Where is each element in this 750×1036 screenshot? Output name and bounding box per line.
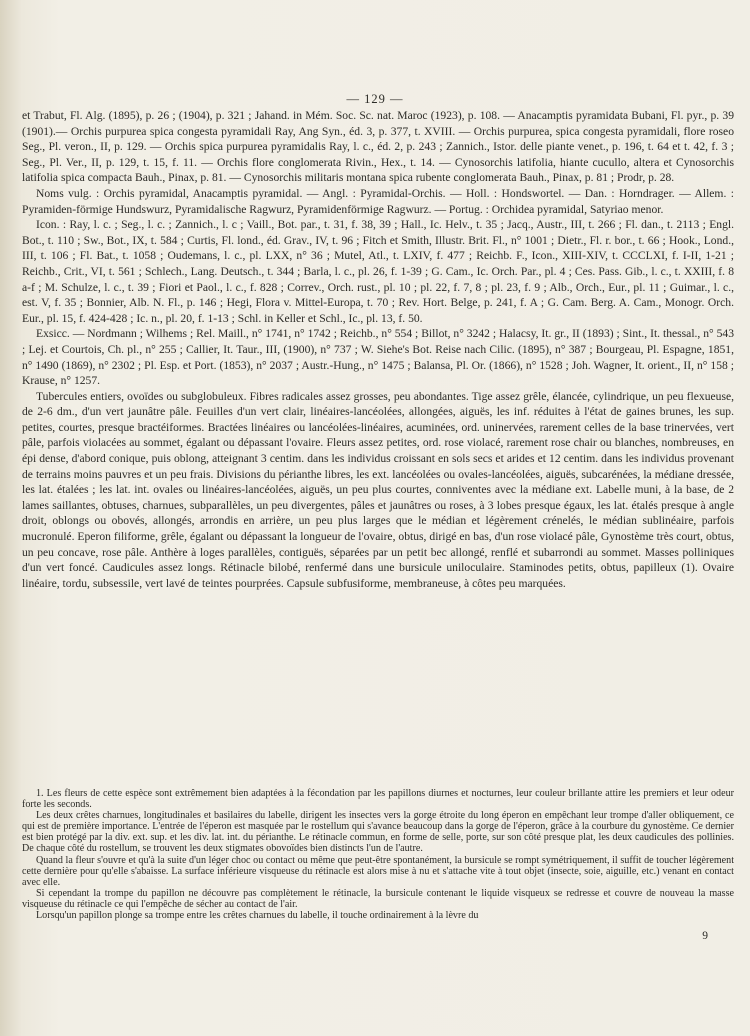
vernacular-names-paragraph: Noms vulg. : Orchis pyramidal, Anacamptis pyramidal. — Angl. : Pyramidal-Orchis. — Holl. : Hondswortel. — Dan. : Horndrager. — Allem. : Pyramiden-förmige Hundswurz, Pyramidalische Ragwurz, Pyramidenförmige Ragwurz. — Portug. : Orchidea pyramidal, Satyriao menor. [22, 186, 734, 216]
synonymy-paragraph: et Trabut, Fl. Alg. (1895), p. 26 ; (1904), p. 321 ; Jahand. in Mém. Soc. Sc. nat. Maroc (1923), p. 108. — Anacamptis pyramidata Bubani, Fl. pyr., p. 39 (1901).— Orchis purpurea spica congesta pyramidali Ray, Ang Syn., éd. 3, p. 377, t. XVIII. — Orchis purpurea, spica congesta pyramidali, flore roseo Seg., Pl. veron., II, p. 129. — Orchis spica purpurea pyramidalis Ray, l. c., éd. 2, p. 243 ; Zannich., Istor. delle piante venet., p. 196, t. 64 et t. 42, f. 3 ; Seg., Pl. Ver., II, p. 129, t. 15, f. 11. — Orchis flore conglomerata Rivin., Hex., t. 14. — Cynosorchis latifolia, hiante cucullo, altera et Cynosorchis latifolia spica compacta Bauh., Pinax, p. 81. — Cynosorchis militaris montana spica rubente conglomerata Bauh., Pinax, p. 81 ; Prodr, p. 28. [22, 109, 734, 185]
main-text [22, 108, 734, 591]
signature-mark: 9 [702, 930, 708, 942]
footnote-paragraph: Lorsqu'un papillon plonge sa trompe entre les crêtes charnues du labelle, il touche ordinairement à la lèvre du [36, 910, 479, 922]
footnote-paragraph: Les deux crêtes charnues, longitudinales et basilaires du labelle, dirigent les insectes vers la gorge étroite du long éperon en empêchant leur trompe d'aller obliquement, ce qui est de première importance. L'entrée de l'éperon est masquée par le rostellum qui s'avance beaucoup dans la gorge de l'éperon, grâce à la courbure du gynostème. Ce dernier est bien protégé par la div. ext. sup. et les div. lat. int. du périanthe. Le rétinacle commun, en forme de selle, porte, sur son côté presque plat, les deux caudicules des pollinies. De chaque côté du rostellum, se trouvent les deux stigmates obovoïdes bien distincts l'un de l'autre. [22, 810, 734, 855]
exsiccata-paragraph: Exsicc. — Nordmann ; Wilhems ; Rel. Maill., n° 1741, n° 1742 ; Reichb., n° 554 ; Billot, n° 3242 ; Halacsy, It. gr., II (1893) ; Sint., It. thessal., n° 543 ; Lej. et Courtois, Ch. pl., n° 255 ; Callier, It. Taur., III, (1900), n° 737 ; W. Siehe's Bot. Reise nach Cilic. (1895), n° 387 ; Bourgeau, Pl. Espagne, 1851, n° 1490 (1869), n° 2302 ; Pl. Esp. et Port. (1853), n° 2037 ; Austr.-Hung., n° 1475 ; Balansa, Pl. Or. (1866), n° 1528 ; Joh. Wagner, It. orient., II, n° 158 ; Krause, n° 1257. [22, 327, 734, 388]
footnote-paragraph: Quand la fleur s'ouvre et qu'à la suite d'un léger choc ou contact ou même que peut-être spontanément, la bursicule se rompt symétriquement, il suffit de toucher légèrement cette dernière pour qu'elle s'abaisse. La surface inférieure visqueuse du rétinacle est alors mise à nu et s'attache vite à tout objet (insecte, soie, aiguille, etc.) venant en contact avec elle. [22, 854, 734, 888]
footnote-1: 1. Les fleurs de cette espèce sont extrêmement bien adaptées à la fécondation par les papillons diurnes et nocturnes, leur couleur brillante attire les premiers et leur odeur forte les seconds. [22, 788, 734, 811]
footnote-paragraph: Si cependant la trompe du papillon ne découvre pas complètement le rétinacle, la bursicule contenant le liquide visqueux se redresse et couvre de nouveau la masse visqueuse du rétinacle ce qui l'empêche de sécher au contact de l'air. [22, 887, 734, 910]
footnotes [22, 788, 734, 921]
description-paragraph: Tubercules entiers, ovoïdes ou subglobuleux. Fibres radicales assez grosses, peu abondantes. Tige assez grêle, élancée, cylindrique, un peu flexueuse, de 2-6 dm., d'un vert jaunâtre pâle. Feuilles d'un vert clair, linéaires-lancéolées, allongées, aiguës, les inf. réduites à l'état de gaines brunes, les sup. petites, courtes, presque bractéiformes. Bractées linéaires ou lancéolées-linéaires, acuminées, ord. uninervées, rarement celles de la base trinervées, vert pâle, parfois violacées au sommet, égalant ou dépassant l'ovaire. Fleurs assez petites, ord. rose violacé, rarement rose chair ou blanches, nombreuses, en épi dense, d'abord conique, puis oblong, atteignant 3 centim. dans les individus croissant en sols secs et arides et 12 centim. dans les individus provenant de terrains moins pauvres et un peu frais. Divisions du périanthe libres, les ext. lancéolées ou ovales-lancéolées, aiguës, subcarénées, la médiane dressée, les lat. étalées ; les lat. int. ovales ou linéaires-lancéolées, aiguës, un peu plus courtes, conniventes avec la médiane ext. Labelle muni, à la base, de 2 lames saillantes, obtuses, charnues, subparallèles, un peu divergentes, pâles et jaunâtres ou roses, à 3 lobes presque égaux, les lat. étalés presque à angle droit, oblongs ou obovés, allongés, arrondis en arrière, un peu plus larges que le médian et légèrement crénelés, le médian sublinéaire, parfois mucronulé. Eperon filiforme, grêle, égalant ou dépassant la longueur de l'ovaire, obtus, dirigé en bas, d'un rose violacé pâle, Gynostème très court, obtus, un peu concave, rose pâle. Anthère à loges parallèles, contiguës, séparées par un petit bec allongé, renflé et subarrondi au sommet. Masses polliniques d'un vert foncé. Caudicules assez longs. Rétinacle bilobé, renfermé dans une bursicule uniloculaire. Staminodes petits, obtus, papilleux (1). Ovaire linéaire, tordu, subsessile, vert lavé de teintes pourprées. Capsule subfusiforme, membraneuse, à côtes peu marquées. [22, 389, 734, 590]
page-number-header: — 129 — [346, 92, 404, 106]
icones-paragraph: Icon. : Ray, l. c. ; Seg., l. c. ; Zannich., l. c ; Vaill., Bot. par., t. 31, f. 38, 39 ; Hall., Ic. Helv., t. 35 ; Jacq., Austr., III, t. 266 ; Fl. dan., t. 2113 ; Engl. Bot., t. 110 ; Sw., Bot., IX, t. 584 ; Curtis, Fl. lond., éd. Grav., IV, t. 96 ; Fitch et Smith, Illustr. Brit. Fl., n° 1001 ; Dietr., Fl. r. bor., t. 66 ; Hook., Lond., III, t. 106 ; Fl. Bat., t. 1058 ; Oudemans, l. c., pl. LXX, n° 36 ; Mutel, Atl., t. LXIV, f. 477 ; Reichb. F., Icon., XIII-XIV, t. CCCLXI, f. I-II, 1-21 ; Reichb., Crit., VI, t. 561 ; Schlech., Lang. Deutsch., t. 344 ; Barla, l. c., pl. 26, f. 1-39 ; G. Cam., Ic. Orch. Par., pl. 4 ; Ces. Pass. Gib., l. c., t. XXIII, f. 8 a-f ; M. Schulze, l. c., t. 39 ; Fiori et Paol., l. c., f. 828 ; Correv., Orch. rust., pl. 10 ; pl. 22, f. 7, 8 ; pl. 23, f. 9 ; Alb., Orch., Eur., pl. 11 ; Guimar., l. c., est. V, f. 35 ; Bonnier, Alb. N. Fl., p. 146 ; Hegi, Flora v. Mittel-Europa, t. 70 ; Rev. Hort. Belge, p. 241, f. A ; G. Cam. Berg. A. Cam., Monogr. Orch. Eur., pl. 15, f. 424-428 ; Ic. n., pl. 20, f. 1-13 ; Schl. in Keller et Schl., Ic., pl. 13, f. 50. [22, 218, 734, 325]
